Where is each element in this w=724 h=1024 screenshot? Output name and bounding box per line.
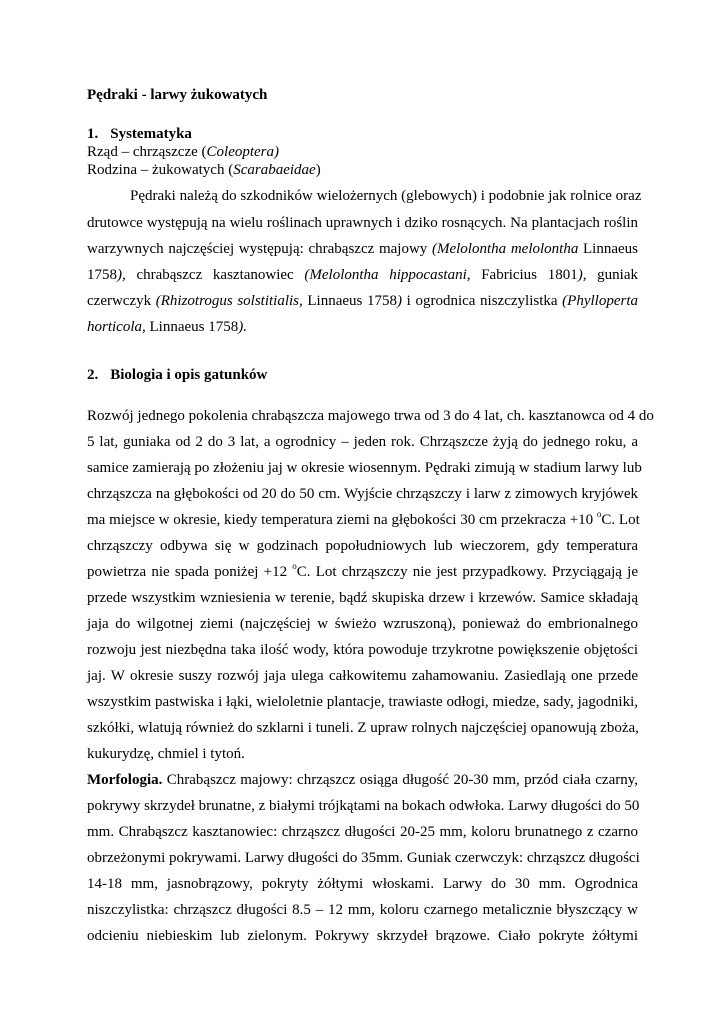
paragraph-2-line-13: szkółki, wlatują również do szklarni i tuneli. Z upraw rolnych najczęściej opanowują zboża,	[87, 720, 639, 736]
section-1-heading	[87, 125, 638, 143]
paragraph-2-line-14: kukurydzę, chmiel i tytoń.	[87, 746, 245, 762]
paragraph-2-line-7: powietrza nie spada poniżej +12 $^o$C. Lot chrząszczy nie jest przypadkowy. Przyciągają je	[87, 561, 638, 580]
morphology-line-5: 14-18 mm, jasnobrązowy, pokryty żółtymi włoskami. Larwy do 30 mm. Ogrodnica	[87, 876, 638, 892]
taxonomy-family: Rodzina – żukowatych (Scarabaeidae)	[87, 162, 321, 178]
paragraph-2-line-4: chrząszcza na głębokości od 20 do 50 cm. Wyjście chrząszczy i larw z zimowych kryjówek	[87, 486, 638, 502]
section-1-number: 1.	[87, 126, 99, 142]
morphology-label: Morfologia.	[87, 772, 163, 788]
paragraph-1-line-1: Pędraki należą do szkodników wielożernych (glebowych) i podobnie jak rolnice oraz	[130, 188, 642, 204]
section-2-title: Biologia i opis gatunków	[110, 367, 268, 383]
morphology-line-4: obrzeżonymi pokrywami. Larwy długości do 35mm. Guniak czerwczyk: chrząszcz długości	[87, 850, 640, 866]
morphology-line-2: pokrywy skrzydeł brunatne, z białymi trójkątami na bokach odwłoka. Larwy długości do 50	[87, 798, 640, 814]
paragraph-1-line-3: warzywnych najczęściej występują: chrabąszcz majowy (Melolontha melolontha Linnaeus	[87, 241, 639, 257]
morphology-line-6: niszczylistka: chrząszcz długości 8.5 – 12 mm, koloru czarnego metalicznie błyszczący w	[87, 902, 638, 918]
paragraph-1-line-4: 1758), chrabąszcz kasztanowiec (Melolontha hippocastani, Fabricius 1801), guniak	[87, 267, 638, 283]
paragraph-1-line-5: czerwczyk (Rhizotrogus solstitialis, Linnaeus 1758) i ogrodnica niszczylistka (Phylloperta	[87, 293, 638, 309]
morphology-line-3: mm. Chrabąszcz kasztanowiec: chrząszcz długości 20-25 mm, koloru brunatnego z czarno	[87, 824, 638, 840]
paragraph-2-line-2: 5 lat, guniaka od 2 do 3 lat, a ogrodnicy – jeden rok. Chrząszcze żyją do jednego roku, a	[87, 434, 638, 450]
document-title: Pędraki - larwy żukowatych	[87, 87, 268, 103]
paragraph-2-line-10: rozwoju jest niezbędna taka ilość wody, która powoduje trzykrotne powiększenie objętości	[87, 642, 638, 658]
paragraph-1-line-2: drutowce występują na wielu roślinach uprawnych i dziko rosnących. Na plantacjach roślin	[87, 215, 638, 231]
taxonomy-order: Rząd – chrząszcze (Coleoptera)	[87, 144, 280, 160]
morphology-line-1: Morfologia. Chrabąszcz majowy: chrząszcz osiąga długość 20-30 mm, przód ciała czarny,	[87, 772, 638, 788]
paragraph-2-line-8: przede wszystkim wzniesienia w terenie, bądź skupiska drzew i krzewów. Samice składają	[87, 590, 638, 606]
section-2-heading	[87, 366, 638, 384]
morphology-line-7: odcieniu niebieskim lub zielonym. Pokrywy skrzydeł brązowe. Ciało pokryte żółtymi	[87, 928, 638, 944]
paragraph-2-line-1: Rozwój jednego pokolenia chrabąszcza majowego trwa od 3 do 4 lat, ch. kasztanowca od 4 do	[87, 408, 654, 424]
paragraph-2-line-5: ma miejsce w okresie, kiedy temperatura ziemi na głębokości 30 cm przekracza +10 $^o$C. Lot	[87, 509, 640, 528]
section-2-number: 2.	[87, 367, 99, 383]
paragraph-2-line-12: wszystkim pastwiska i łąki, wieloletnie plantacje, trawiaste odłogi, miedze, sady, jagodniki,	[87, 694, 638, 710]
section-1-title: Systematyka	[110, 126, 192, 142]
paragraph-2-line-3: samice zamierają po złożeniu jaj w okresie wiosennym. Pędraki zimują w stadium larwy lub	[87, 460, 642, 476]
paragraph-2-line-11: jaj. W okresie suszy rozwój jaja ulega całkowitemu zahamowaniu. Zasiedlają one przede	[87, 668, 638, 684]
paragraph-1-line-6: horticola, Linnaeus 1758).	[87, 319, 247, 335]
paragraph-2-line-9: jaja do wilgotnej ziemi (najczęściej w świeżo wzruszoną), ponieważ do embrionalnego	[87, 616, 638, 632]
paragraph-2-line-6: chrząszczy odbywa się w godzinach popołudniowych lub wieczorem, gdy temperatura	[87, 538, 638, 554]
